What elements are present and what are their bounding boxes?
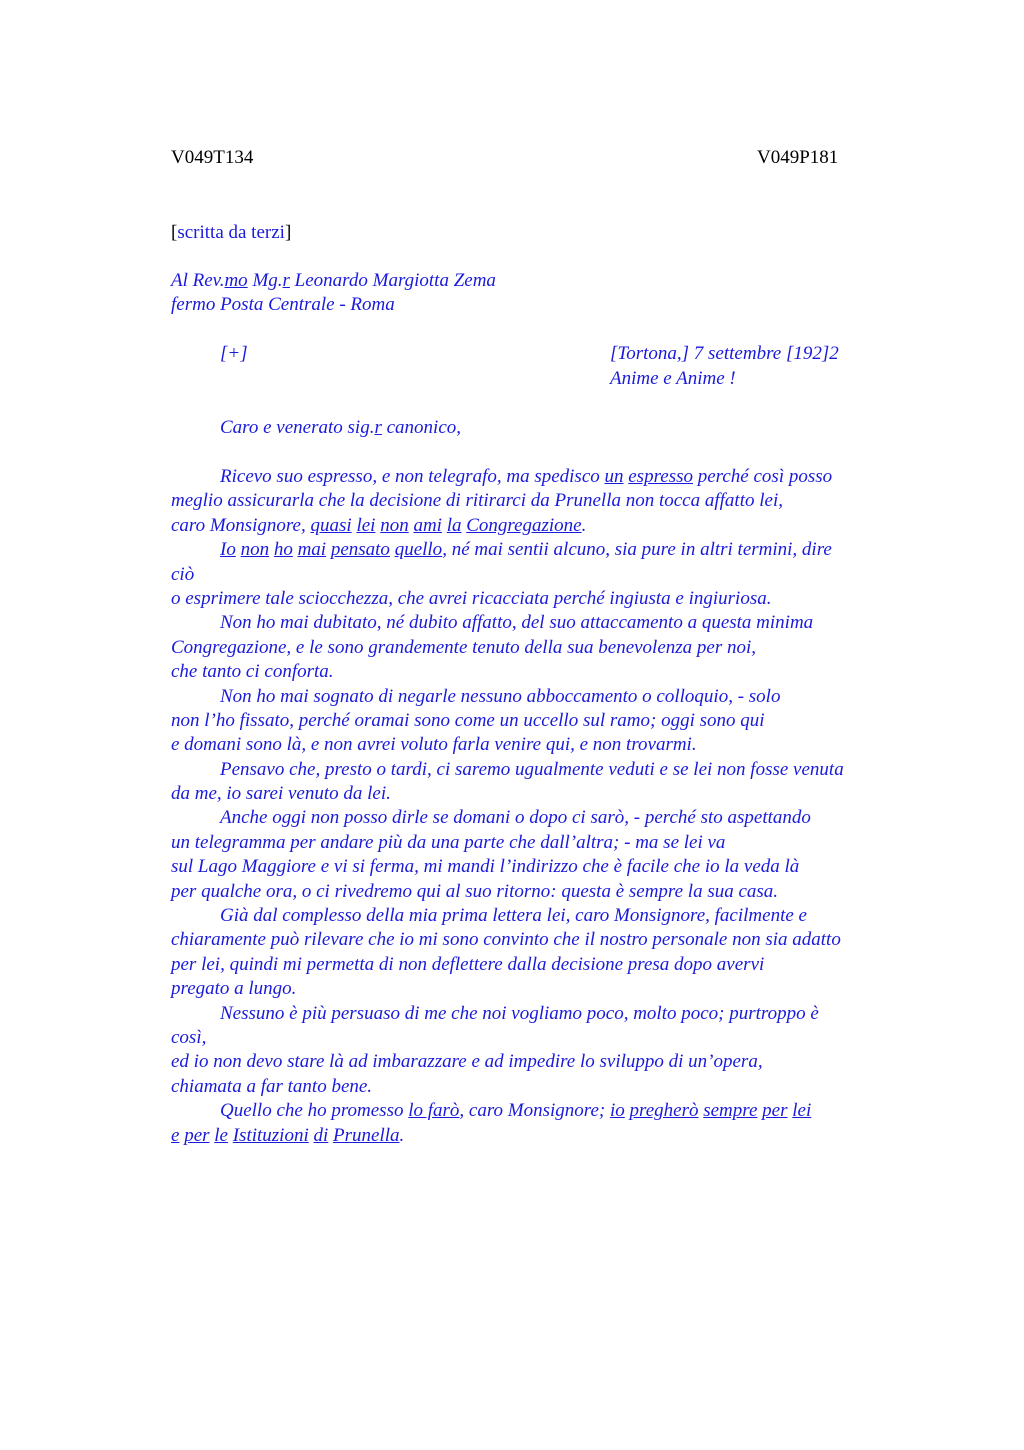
underlined-word: Congregazione bbox=[466, 514, 582, 536]
addr-part: Mg. bbox=[247, 270, 283, 291]
bracket-close: ] bbox=[284, 222, 292, 243]
body-line: sul Lago Maggiore e vi si ferma, mi mandi l’indirizzo che è facile che io la veda là bbox=[171, 856, 800, 878]
body-line bbox=[171, 514, 911, 538]
underlined-word: lei bbox=[356, 514, 376, 536]
body-line: che tanto ci conforta. bbox=[171, 661, 334, 683]
address-line-1 bbox=[171, 269, 496, 293]
text-run: . bbox=[399, 1124, 405, 1146]
underlined-word: un bbox=[604, 466, 624, 487]
body-line bbox=[171, 538, 911, 562]
body-line: Non ho mai sognato di negarle nessuno abboccamento o colloquio, - solo bbox=[220, 685, 781, 707]
salutation-part: canonico, bbox=[381, 417, 462, 438]
body-line: ciò bbox=[171, 563, 195, 585]
underlined-word: quasi bbox=[310, 514, 352, 536]
body-line: meglio assicurarla che la decisione di ritirarci da Prunella non tocca affatto lei, bbox=[171, 490, 783, 512]
text-run: caro Monsignore, bbox=[171, 514, 311, 536]
underlined-word: e bbox=[171, 1124, 180, 1146]
body-line bbox=[171, 1124, 911, 1148]
body-line: Già dal complesso della mia prima lettera lei, caro Monsignore, facilmente e bbox=[220, 905, 807, 927]
underlined-word: espresso bbox=[628, 466, 693, 487]
letter-body bbox=[171, 465, 911, 1148]
body-line: chiaramente può rilevare che io mi sono convinto che il nostro personale non sia adatto bbox=[171, 929, 841, 951]
underlined-word: lei bbox=[792, 1100, 812, 1122]
address-line-2: fermo Posta Centrale - Roma bbox=[171, 294, 395, 315]
salutation bbox=[220, 416, 461, 440]
underlined-word: mai bbox=[297, 539, 327, 561]
underlined-word: la bbox=[446, 514, 462, 536]
salutation-superscript: r bbox=[374, 417, 382, 438]
underlined-word: quello bbox=[394, 539, 443, 561]
body-line: e domani sono là, e non avrei voluto farla venire qui, e non trovarmi. bbox=[171, 734, 697, 756]
underlined-word: non bbox=[380, 514, 409, 536]
place-date: [Tortona,] 7 settembre [192]2 bbox=[610, 343, 839, 364]
underlined-word: per bbox=[184, 1124, 210, 1146]
underlined-word: Prunella bbox=[333, 1124, 400, 1146]
editorial-note bbox=[171, 221, 291, 245]
text-run: perché così posso bbox=[693, 466, 833, 487]
body-line: da me, io sarei venuto da lei. bbox=[171, 783, 391, 805]
body-line: per qualche ora, o ci rivedremo qui al suo ritorno: questa è sempre la sua casa. bbox=[171, 880, 779, 902]
text-run: , caro Monsignore; bbox=[459, 1100, 610, 1122]
underlined-word: ami bbox=[413, 514, 442, 536]
underlined-word: per bbox=[762, 1100, 788, 1122]
motto: Anime e Anime ! bbox=[610, 368, 736, 389]
bracket-open: [ bbox=[171, 222, 178, 243]
body-line: o esprimere tale sciocchezza, che avrei ricacciata perché ingiusta e ingiuriosa. bbox=[171, 587, 772, 609]
text-run: . bbox=[581, 514, 587, 536]
addr-superscript: mo bbox=[224, 270, 248, 291]
underlined-word: pensato bbox=[330, 539, 390, 561]
addr-part: Leonardo Margiotta Zema bbox=[289, 270, 496, 291]
underlined-word: pregherò bbox=[629, 1100, 699, 1122]
document-code-right: V049P181 bbox=[757, 147, 839, 168]
underlined-word: Istituzioni bbox=[232, 1124, 309, 1146]
body-line bbox=[171, 465, 911, 489]
underlined-word: sempre bbox=[703, 1100, 758, 1122]
body-line: Non ho mai dubitato, né dubito affatto, del suo attaccamento a questa minima bbox=[220, 612, 814, 634]
body-line: per lei, quindi mi permetta di non deflettere dalla decisione presa dopo avervi bbox=[171, 953, 765, 975]
underlined-word: le bbox=[214, 1124, 228, 1146]
salutation-part: Caro e venerato sig. bbox=[220, 417, 375, 438]
underlined-word: di bbox=[313, 1124, 329, 1146]
note-text: scritta da terzi bbox=[177, 222, 285, 243]
body-line: pregato a lungo. bbox=[171, 978, 297, 1000]
addr-superscript: r bbox=[282, 270, 290, 291]
underlined-word: non bbox=[240, 539, 270, 561]
body-line: un telegramma per andare più da una parte che dall’altra; - ma se lei va bbox=[171, 831, 726, 853]
body-line: Congregazione, e le sono grandemente tenuto della sua benevolenza per noi, bbox=[171, 636, 757, 658]
document-code-left: V049T134 bbox=[171, 147, 254, 168]
body-line: Anche oggi non posso dirle se domani o dopo ci sarò, - perché sto aspettando bbox=[220, 807, 811, 829]
body-line: chiamata a far tanto bene. bbox=[171, 1075, 373, 1097]
text-run: , né mai sentii alcuno, sia pure in altri termini, dire bbox=[442, 539, 832, 561]
body-line: così, bbox=[171, 1026, 207, 1048]
text-run: Quello che ho promesso bbox=[220, 1100, 409, 1122]
body-line: Nessuno è più persuaso di me che noi vogliamo poco, molto poco; purtroppo è bbox=[220, 1002, 819, 1024]
underlined-word: lo farò bbox=[408, 1100, 460, 1122]
cross-mark: [+] bbox=[220, 343, 248, 364]
underlined-word: Io bbox=[220, 539, 236, 561]
body-line: non l’ho fissato, perché oramai sono come un uccello sul ramo; oggi sono qui bbox=[171, 709, 765, 731]
body-line bbox=[171, 1099, 911, 1123]
body-line: ed io non devo stare là ad imbarazzare e ad impedire lo sviluppo di un’opera, bbox=[171, 1051, 763, 1073]
underlined-word: ho bbox=[273, 539, 293, 561]
underlined-word: io bbox=[610, 1100, 625, 1122]
text-run: Ricevo suo espresso, e non telegrafo, ma spedisco bbox=[220, 466, 605, 487]
addr-part: Al Rev. bbox=[171, 270, 225, 291]
body-line: Pensavo che, presto o tardi, ci saremo ugualmente veduti e se lei non fosse venuta bbox=[220, 758, 844, 780]
